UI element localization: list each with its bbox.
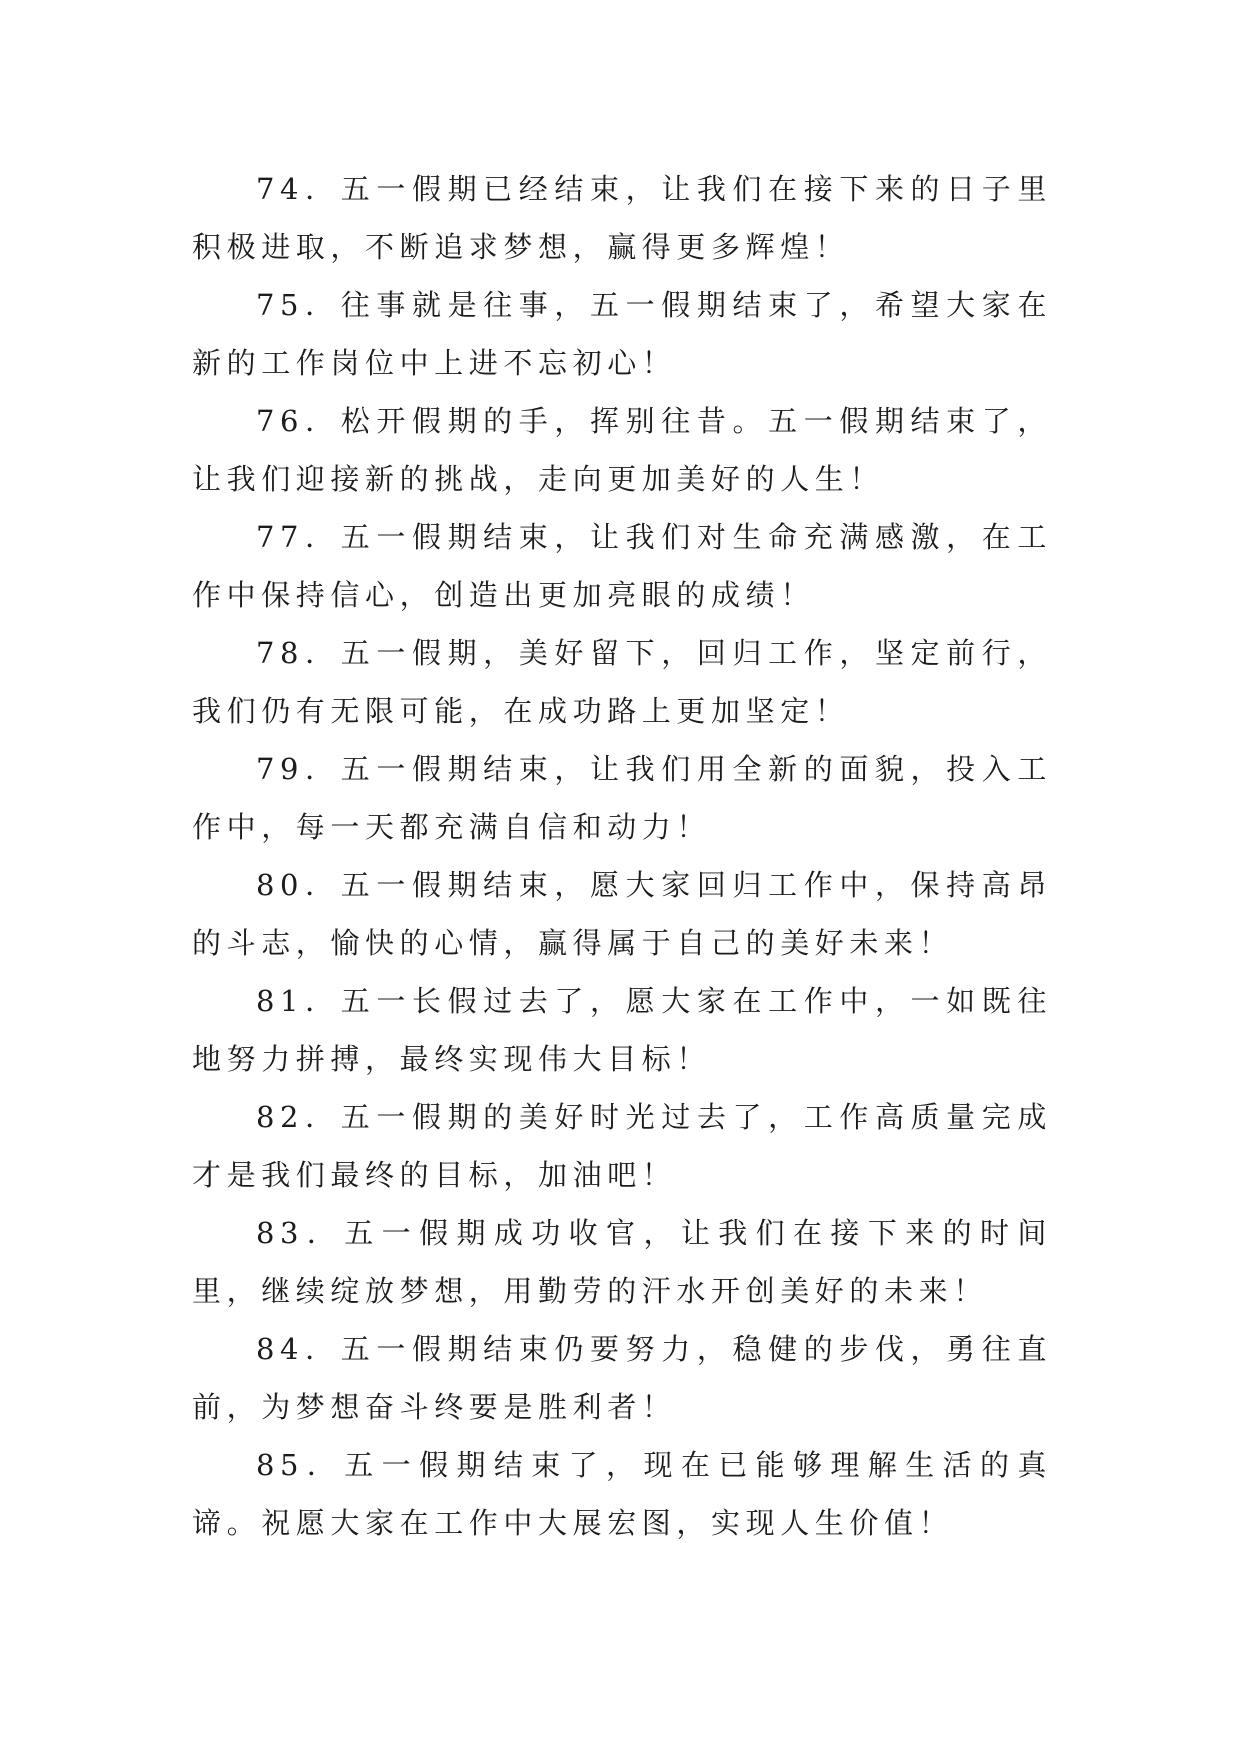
document-body	[192, 160, 1052, 1552]
paragraph-75: 75．往事就是往事，五一假期结束了，希望大家在新的工作岗位中上进不忘初心！	[192, 288, 1052, 380]
paragraph-84: 84．五一假期结束仍要努力，稳健的步伐，勇往直前，为梦想奋斗终要是胜利者！	[192, 1332, 1052, 1424]
paragraph-80: 80．五一假期结束，愿大家回归工作中，保持高昂的斗志，愉快的心情，赢得属于自己的美好未来！	[192, 868, 1052, 960]
paragraph-79: 79．五一假期结束，让我们用全新的面貌，投入工作中，每一天都充满自信和动力！	[192, 752, 1052, 844]
paragraph-81: 81．五一长假过去了，愿大家在工作中，一如既往地努力拼搏，最终实现伟大目标！	[192, 984, 1052, 1076]
paragraph-83: 83．五一假期成功收官，让我们在接下来的时间里，继续绽放梦想，用勤劳的汗水开创美好的未来！	[192, 1216, 1052, 1308]
paragraph-74: 74．五一假期已经结束，让我们在接下来的日子里积极进取，不断追求梦想，赢得更多辉煌！	[192, 172, 1052, 264]
paragraph-77: 77．五一假期结束，让我们对生命充满感激，在工作中保持信心，创造出更加亮眼的成绩！	[192, 520, 1052, 612]
paragraph-85: 85．五一假期结束了，现在已能够理解生活的真谛。祝愿大家在工作中大展宏图，实现人生价值！	[192, 1448, 1052, 1540]
paragraph-78: 78．五一假期，美好留下，回归工作，坚定前行，我们仍有无限可能，在成功路上更加坚定！	[192, 636, 1052, 728]
paragraph-82: 82．五一假期的美好时光过去了，工作高质量完成才是我们最终的目标，加油吧！	[192, 1100, 1052, 1192]
paragraph-76: 76．松开假期的手，挥别往昔。五一假期结束了，让我们迎接新的挑战，走向更加美好的人生！	[192, 404, 1052, 496]
